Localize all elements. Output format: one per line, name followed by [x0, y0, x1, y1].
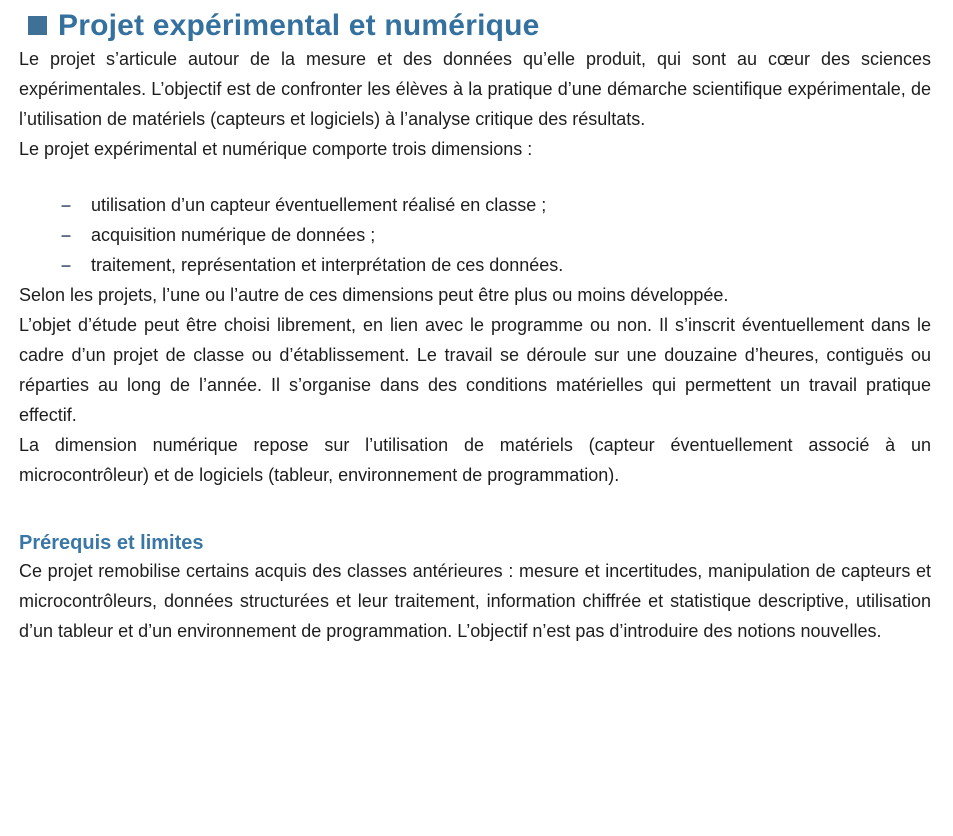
dash-bullet-icon: –: [61, 195, 72, 215]
paragraph-dimensions-lead: Le projet expérimental et numérique comporte trois dimensions :: [19, 139, 533, 159]
list-item: [61, 190, 931, 220]
paragraph-selon-projets: Selon les projets, l’une ou l’autre de ces dimensions peut être plus ou moins développée.: [19, 285, 729, 305]
square-bullet-icon: [28, 16, 47, 35]
section-heading: [19, 8, 931, 44]
dash-bullet-icon: –: [61, 225, 72, 245]
section-heading-title: Projet expérimental et numérique: [58, 9, 540, 42]
paragraph-intro: Le projet s’articule autour de la mesure et des données qu’elle produit, qui sont au cœur des sciences expérimentales. L’objectif est de confronter les élèves à la pratique d’une démarche scientifique expérimentale, de l’utilisation de matériels (capteurs et logiciels) à l’analyse critique des résultats.: [19, 49, 931, 129]
dash-bullet-icon: –: [61, 255, 72, 275]
list-item-text: acquisition numérique de données ;: [91, 225, 376, 245]
paragraph-objet-etude: L’objet d’étude peut être choisi librement, en lien avec le programme ou non. Il s’inscrit éventuellement dans le cadre d’un projet de classe ou d’établissement. Le travail se déroule sur une douzaine d’heures, contiguës ou réparties au long de l’année. Il s’organise dans des conditions matérielles qui permettent un travail pratique effectif.: [19, 315, 931, 425]
list-item-text: traitement, représentation et interprétation de ces données.: [91, 255, 564, 275]
list-item: [61, 220, 931, 250]
dimensions-list: [19, 190, 931, 280]
subsection-heading-prerequis: Prérequis et limites: [19, 532, 204, 554]
paragraph-dimension-numerique: La dimension numérique repose sur l’utilisation de matériels (capteur éventuellement associé à un microcontrôleur) et de logiciels (tableur, environnement de programmation).: [19, 435, 931, 485]
list-item: [61, 250, 931, 280]
paragraph-prerequis: Ce projet remobilise certains acquis des classes antérieures : mesure et incertitudes, manipulation de capteurs et microcontrôleurs, données structurées et leur traitement, information chiffrée et statistique descriptive, utilisation d’un tableur et d’un environnement de programmation. L’objectif n’est pas d’introduire des notions nouvelles.: [19, 561, 931, 641]
list-item-text: utilisation d’un capteur éventuellement réalisé en classe ;: [91, 195, 547, 215]
